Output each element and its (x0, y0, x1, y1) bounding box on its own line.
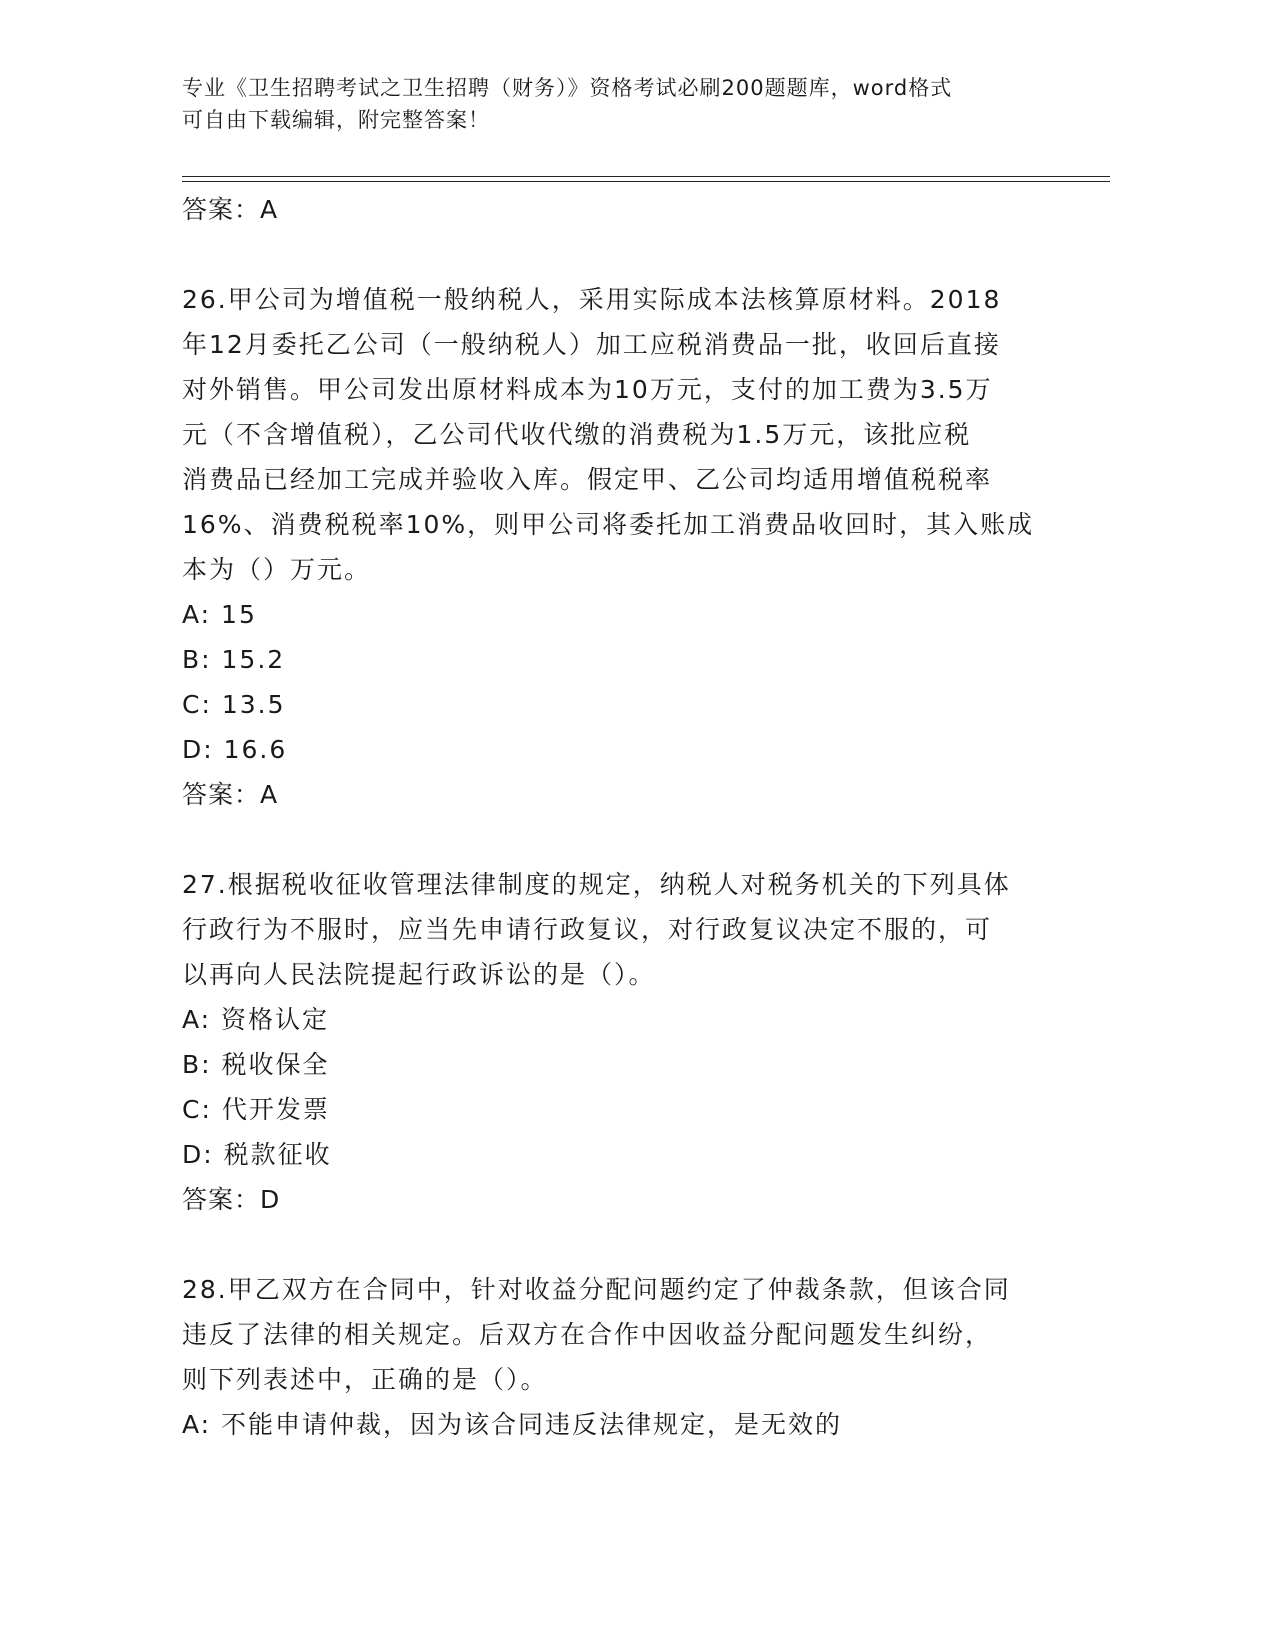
question-line: 年12月委托乙公司（一般纳税人）加工应税消费品一批，收回后直接 (182, 330, 1001, 359)
question-line: 16%、消费税税率10%，则甲公司将委托加工消费品收回时，其入账成 (182, 510, 1035, 539)
question-line: 元（不含增值税），乙公司代收代缴的消费税为1.5万元，该批应税 (182, 420, 972, 449)
option-a: A: 资格认定 (182, 1005, 330, 1034)
header-divider-top (182, 176, 1110, 177)
question-line: 28.甲乙双方在合同中，针对收益分配问题约定了仲裁条款，但该合同 (182, 1275, 1011, 1304)
question-line: 对外销售。甲公司发出原材料成本为10万元，支付的加工费为3.5万 (182, 375, 993, 404)
answer-line: 答案：A (182, 780, 279, 809)
question-line: 以再向人民法院提起行政诉讼的是（）。 (182, 960, 656, 989)
option-d: D: 16.6 (182, 735, 288, 764)
question-28 (182, 1267, 1062, 1447)
document-header (182, 72, 1042, 136)
option-d: D: 税款征收 (182, 1140, 332, 1169)
question-line: 本为（）万元。 (182, 555, 372, 584)
option-b: B: 税收保全 (182, 1050, 330, 1079)
option-b: B: 15.2 (182, 645, 286, 674)
option-c: C: 13.5 (182, 690, 286, 719)
header-divider-bottom (182, 181, 1110, 182)
header-line-1: 专业《卫生招聘考试之卫生招聘（财务）》资格考试必刷200题题库，word格式 (182, 76, 953, 100)
option-a: A: 15 (182, 600, 257, 629)
question-line: 消费品已经加工完成并验收入库。假定甲、乙公司均适用增值税税率 (182, 465, 993, 494)
document-body (182, 187, 1062, 1447)
answer-line: 答案：D (182, 1185, 281, 1214)
header-line-2: 可自由下载编辑，附完整答案！ (182, 108, 490, 132)
question-26 (182, 277, 1062, 817)
question-27 (182, 862, 1062, 1222)
question-line: 则下列表述中，正确的是（）。 (182, 1365, 548, 1394)
question-line: 违反了法律的相关规定。后双方在合作中因收益分配问题发生纠纷， (182, 1320, 993, 1349)
option-c: C: 代开发票 (182, 1095, 330, 1124)
option-a: A: 不能申请仲裁，因为该合同违反法律规定，是无效的 (182, 1410, 843, 1439)
question-line: 行政行为不服时，应当先申请行政复议，对行政复议决定不服的，可 (182, 915, 993, 944)
question-line: 27.根据税收征收管理法律制度的规定，纳税人对税务机关的下列具体 (182, 870, 1011, 899)
question-line: 26.甲公司为增值税一般纳税人，采用实际成本法核算原材料。2018 (182, 285, 1002, 314)
answer-line: 答案：A (182, 195, 279, 224)
